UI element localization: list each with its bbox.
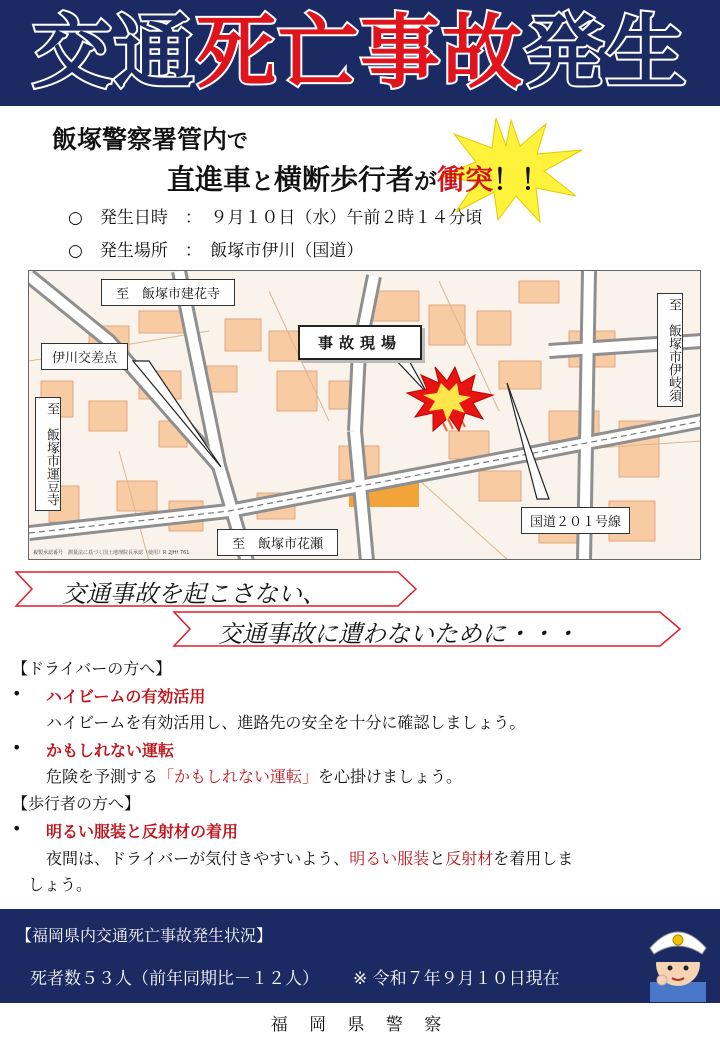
drivers-item2-title: かもしれない運転 bbox=[46, 741, 175, 760]
map-label-south: 至 飯塚市花瀬 bbox=[217, 529, 338, 556]
slogan2-text: 交通事故に遭わないために・・・ bbox=[218, 620, 578, 648]
stats-deaths: 死者数５３人（前年同期比－１２人） bbox=[30, 969, 319, 989]
pedestrians-item1-body: 夜間は、ドライバーが気付きやすいよう、明るい服装と反射材を着用しま bbox=[46, 849, 574, 868]
drivers-item2-body: 危険を予測する「かもしれない運転」を心掛けましょう。 bbox=[46, 767, 463, 786]
headline-part1: 交通 bbox=[32, 6, 196, 99]
bullet: • bbox=[12, 819, 22, 838]
stats-panel bbox=[0, 909, 720, 1003]
map-label-west: 至 飯塚市運豆寺 bbox=[35, 397, 61, 511]
map-label-north: 至 飯塚市建花寺 bbox=[101, 279, 235, 306]
police-officer-icon bbox=[640, 912, 716, 1002]
map-label-east: 至 飯塚市伊岐須 bbox=[657, 293, 683, 407]
headline-part3: 発生 bbox=[524, 6, 688, 99]
pedestrians-heading: 【歩行者の方へ】 bbox=[12, 794, 141, 813]
header-banner bbox=[0, 0, 720, 106]
drivers-heading: 【ドライバーの方へ】 bbox=[12, 659, 172, 678]
title-line2: 直進車と横断歩行者が衝突！！ bbox=[167, 163, 550, 196]
headline-part2: 死亡事故 bbox=[196, 6, 524, 99]
title-line1: 飯塚警察署管内で bbox=[52, 125, 249, 154]
map-label-scene: 事故現場 bbox=[298, 325, 422, 360]
slogan1-text: 交通事故を起こさない、 bbox=[62, 580, 326, 608]
map-copyright-note: 複製承認番号 測量法に基づく国土地理院長承認（使用）R 2JHf 761 bbox=[33, 550, 190, 556]
pedestrians-item1-title: 明るい服装と反射材の着用 bbox=[46, 822, 239, 841]
pedestrians-item1-body-cont: しょう。 bbox=[28, 875, 93, 894]
info-place: ○ 発生場所 ： 飯塚市伊川（国道） bbox=[68, 241, 364, 261]
stats-asof: ※ 令和７年９月１０日現在 bbox=[353, 969, 560, 989]
agency-name: 福 岡 県 警 察 bbox=[270, 1015, 450, 1035]
drivers-item1-title: ハイビームの有効活用 bbox=[46, 687, 206, 706]
stats-body bbox=[30, 964, 560, 989]
accident-map bbox=[28, 270, 701, 560]
headline bbox=[0, 6, 720, 100]
map-label-intersection: 伊川交差点 bbox=[41, 343, 128, 370]
info-date: ○ 発生日時 ： ９月１０日（水）午前２時１４分頃 bbox=[68, 208, 483, 228]
stats-heading: 【福岡県内交通死亡事故発生状況】 bbox=[16, 926, 273, 945]
bullet: • bbox=[12, 738, 22, 757]
bullet: • bbox=[12, 684, 22, 703]
map-label-route: 国道２０１号線 bbox=[521, 507, 630, 534]
drivers-item1-body: ハイビームを有効活用し、進路先の安全を十分に確認しましょう。 bbox=[46, 713, 526, 732]
